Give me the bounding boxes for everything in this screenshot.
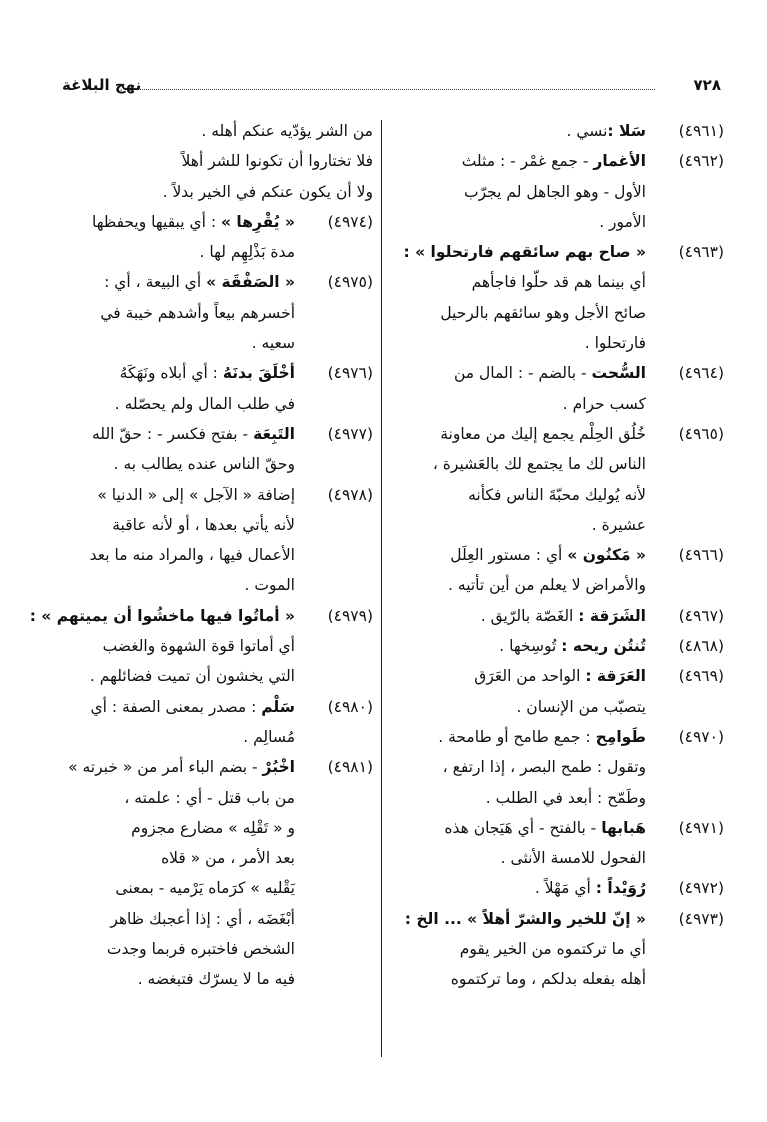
entry-line [392,267,646,297]
glossary-entry [60,419,373,480]
entry-line [392,389,646,419]
entry-line [392,661,646,691]
glossary-entry [60,267,373,358]
entry-text: وتقول : طمح البصر ، إذا ارتفع ، [442,758,646,777]
entry-text: والأمراض لا يعلم من أين تأتيه . [448,576,646,595]
entry-term: طَوامِح [595,727,646,746]
entry-number: (٤٩٦٤) [678,364,724,383]
entry-text: مدة بَذْلِهِم لها . [199,243,295,262]
glossary-entry [392,419,724,540]
entry-text: يتصبّب من الإنسان . [516,697,646,716]
entry-number: (٤٩٧١) [678,818,724,837]
entry-text: أي : مستور العِلَل [450,546,568,565]
entry-text: : أي أبلاه ونَهَكَهُ [119,364,223,383]
entry-text: لأنه يُوليك محبّةَ الناس فكأنه [468,485,646,504]
entry-line [60,389,295,419]
entry-line [60,510,295,540]
glossary-entry [60,480,373,601]
glossary-entry [392,631,724,661]
entry-line [392,177,646,207]
entry-line [392,964,646,994]
entry-line [392,328,646,358]
entry-line [60,631,295,661]
glossary-entry [60,752,373,994]
glossary-entry [392,873,724,903]
entry-text: نسي . [566,122,608,140]
entry-term: سَلْم [261,697,295,716]
entry-text: عشيرة . [591,515,646,534]
entry-line [60,207,295,237]
entry-line [60,873,295,903]
entry-line [392,449,646,479]
entry-number: (٤٩٨١) [327,758,373,777]
entry-term: العَرَقة : [585,667,646,686]
entry-text: الفحول للامسة الأنثى . [500,849,646,868]
entry-line [60,449,295,479]
entry-line [60,298,295,328]
glossary-entry [392,540,724,601]
entry-number: (٤٩٦٦) [678,546,724,565]
entry-text: الشخص فاختبره فربما وجدت [106,940,295,959]
entry-text: بعد الأمر ، من « قلاه [161,849,295,868]
glossary-entry [60,358,373,419]
glossary-entry [392,116,724,146]
entry-text: - بالفتح - أي هَيَجان هذه [444,818,602,837]
glossary-entry [60,207,373,268]
header-dotted-rule [140,89,655,90]
entry-number: (٤٩٧٦) [327,364,373,383]
entry-text: - بضم الباء أمر من « خبرته » [68,758,263,777]
entry-text: أي ما تركتموه من الخير يقوم [459,940,646,959]
entry-text: أخسرهم بيعاً وأشدهم خيبة في [100,303,295,322]
entry-line [392,570,646,600]
entry-line [392,146,646,176]
entry-line [392,934,646,964]
entry-term: التَبِعَة [253,424,295,443]
left-column [29,116,373,995]
entry-text: التي يخشون أن تميت فضائلهم . [89,667,295,686]
entry-text: - بفتح فكسر - : حقّ الله [92,424,254,443]
entry-text: الواحد من العَرَق [474,667,586,686]
entry-text: : جمع طامح أو طامحة . [438,727,596,746]
entry-line [60,783,295,813]
entry-number: (٤٩٧٧) [327,424,373,443]
entry-text: خُلُق الحِلْم يجمع إليك من معاونة [440,424,646,443]
entry-term: « إنّ للخير والشرّ أهلاً » ... الخ : [404,909,646,928]
entry-text: فيه ما لا يسرّك فتبغضه . [137,970,295,989]
right-column [392,116,724,995]
entry-line [392,873,646,903]
entry-number: (٤٩٦٧) [678,606,724,625]
entry-line [60,934,295,964]
glossary-entry [392,904,724,995]
entry-line [60,267,295,297]
entry-line [392,631,646,661]
column-divider [381,120,382,1057]
entry-text: - بالضم - : المال من [453,364,592,383]
entry-line [60,328,295,358]
entry-term: « صاح بهم سائقهم فارتحلوا » : [403,243,646,262]
entry-line [392,692,646,722]
entry-term: أخْلَقَ بدنَهُ [222,364,295,383]
entry-number: (٤٩٨٠) [327,697,373,716]
entry-line [60,722,295,752]
entry-line [392,752,646,782]
entry-text: مُسالِم . [243,727,295,746]
entry-number: (٤٩٧٣) [678,909,724,928]
entry-line [392,358,646,388]
entry-text: ولا أن يكون عنكم في الخير بدلاً . [162,182,373,201]
entry-number: (٤٩٧٩) [327,606,373,625]
entry-line [60,419,295,449]
glossary-entry [392,237,724,358]
entry-number: (٤٩٦٣) [678,243,724,262]
entry-line [392,510,646,540]
entry-term: السُّحت [591,364,646,383]
entry-term: اخْبُرْ [262,758,295,777]
entry-text: لأنه يأتي بعدها ، أو لأنه عاقبة [112,515,295,534]
entry-line [60,358,295,388]
entry-line [392,843,646,873]
entry-line [60,146,373,176]
entry-text: و « تَقْلِه » مضارع مجزوم [131,818,295,837]
entry-term: سَلا : [607,122,646,140]
entry-line [392,116,646,146]
entry-text: أي البيعة ، أي : [104,273,207,292]
entry-term: رُوَيْداً : [595,879,646,898]
entry-line [392,419,646,449]
entry-text: تُوسِخها . [499,637,562,656]
entry-number: (٤٩٧٥) [327,273,373,292]
entry-text: الغَصّة بالرّيق . [480,606,579,625]
page-header [62,76,721,102]
continued-entry [60,116,373,207]
entry-number: (٤٩٦٢) [678,152,724,171]
entry-number: (٤٩٧٢) [678,879,724,898]
entry-term: تُنتُن ريحه : [561,637,646,656]
book-title: نهج البلاغة [62,76,142,94]
entry-number: (٤٩٧٠) [678,727,724,746]
entry-text: : مصدر بمعنى الصفة : أي [90,697,262,716]
entry-text: أي بينما هم قد حلّوا فاجأهم [471,273,646,292]
entry-number: (٤٨٦٨) [678,637,724,656]
entry-term: « مَكنُون » [567,546,646,565]
glossary-entry [60,692,373,753]
entry-number: (٤٩٧٤) [327,212,373,231]
entry-text: فلا تختاروا أن تكونوا للشر أهلاً [181,152,373,171]
entry-term: « يُقْرِها » [220,212,295,231]
entry-text: الأول - وهو الجاهل لم يجرّب [464,182,646,201]
glossary-entry [392,813,724,874]
entry-line [392,813,646,843]
entry-line [60,813,295,843]
entry-term: « أماتُوا فيها ماخشُوا أن يميتهم » : [29,606,295,625]
entry-text: وحقّ الناس عنده يطالب به . [113,455,295,474]
entry-text: من باب قتل - أي : علمته ، [124,788,295,807]
entry-number: (٤٩٧٨) [327,485,373,504]
entry-text: في طلب المال ولم يحصّله . [114,394,295,413]
entry-line [392,601,646,631]
entry-line [60,116,373,146]
entry-text: : أي يبقيها ويحفظها [92,212,221,231]
entry-number: (٤٩٦٥) [678,424,724,443]
entry-text: من الشر يؤدّيه عنكم أهله . [201,122,373,140]
page-number: ٧٢٨ [693,76,721,94]
entry-text: إضافة « الآجل » إلى « الدنيا » [97,485,295,504]
entry-line [60,964,295,994]
glossary-entry [392,358,724,419]
glossary-entry [29,601,373,692]
entry-line [60,540,295,570]
glossary-entry [392,601,724,631]
entry-text: أي أماتوا قوة الشهوة والغضب [102,637,295,656]
entry-term: الأغمار [593,152,646,171]
entry-text: الأمور . [599,212,646,231]
entry-text: الأعمال فيها ، والمراد منه ما بعد [89,546,295,565]
entry-line [60,570,295,600]
glossary-entry [392,722,724,813]
glossary-entry [392,661,724,722]
entry-text: فارتحلوا . [584,334,646,353]
entry-text: وطَمّح : أبعد في الطلب . [485,788,646,807]
entry-line [392,237,646,267]
entry-line [60,661,295,691]
entry-line [60,843,295,873]
entry-line [392,207,646,237]
entry-line [392,904,646,934]
entry-text: أبْغَضَه ، أي : إذا أعجبك ظاهر [110,909,295,928]
entry-text: سعيه . [251,334,295,353]
entry-term: الشَرَقة : [578,606,646,625]
entry-text: الناس لك ما يجتمع لك بالعَشيرة ، [432,455,646,474]
glossary-entry [392,146,724,237]
entry-line [392,298,646,328]
entry-line [29,601,295,631]
entry-term: هَبابها [601,818,646,837]
entry-line [392,540,646,570]
entry-line [392,783,646,813]
entry-number: (٤٩٦١) [678,122,724,140]
entry-text: أي مَهْلاً . [534,879,596,898]
entry-line [60,177,373,207]
entry-text: أهله بفعله بدلكم ، وما تركتموه [450,970,646,989]
entry-line [392,480,646,510]
entry-text: صائح الأجل وهو سائقهم بالرحيل [440,303,646,322]
entry-line [60,752,295,782]
entry-text: - جمع غمْر - : مثلث [461,152,594,171]
entry-text: يَقْليه » كرَماه يَرْميه - بمعنى [115,879,295,898]
entry-line [60,904,295,934]
entry-text: الموت . [244,576,295,595]
entry-number: (٤٩٦٩) [678,667,724,686]
entry-text: كسب حرام . [562,394,646,413]
entry-line [60,692,295,722]
entry-line [60,480,295,510]
entry-term: « الصَفْقَة » [206,273,295,292]
entry-line [392,722,646,752]
entry-line [60,237,295,267]
